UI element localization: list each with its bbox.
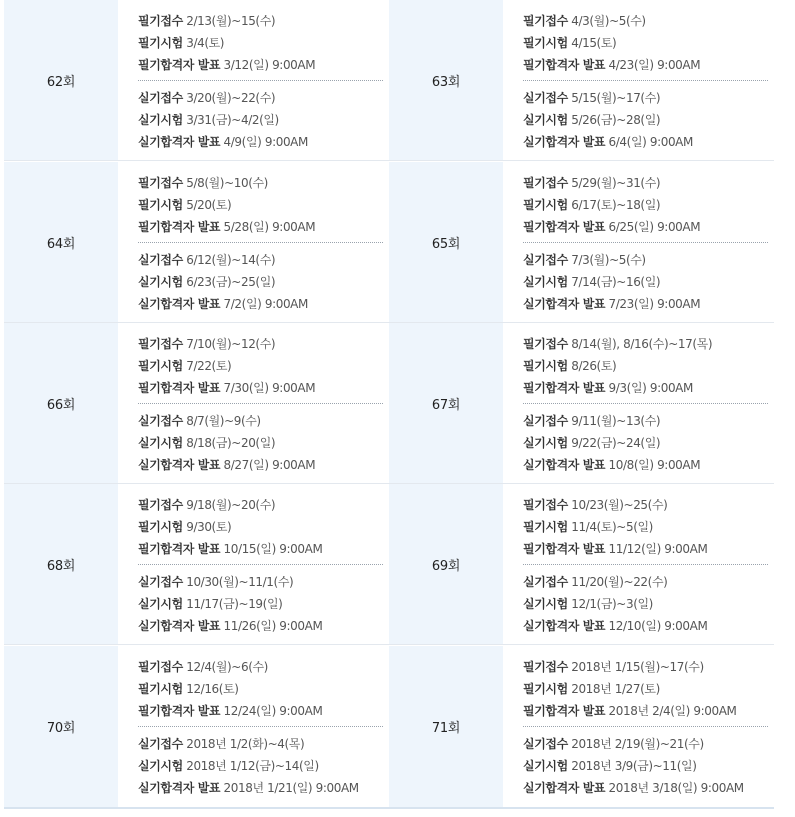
practical-schedule — [523, 410, 774, 476]
schedule-item-label: 필기시험 — [523, 359, 568, 373]
schedule-item-label: 실기시험 — [523, 436, 568, 450]
schedule-line — [523, 10, 774, 32]
schedule-line — [523, 454, 774, 476]
schedule-line — [523, 656, 774, 678]
dotted-divider — [138, 726, 383, 727]
schedule-line — [523, 733, 774, 755]
schedule-line — [138, 432, 389, 454]
schedule-row — [4, 646, 774, 807]
round-label: 67회 — [389, 323, 503, 483]
round-label: 65회 — [389, 162, 503, 322]
schedule-item-label: 필기시험 — [138, 198, 183, 212]
dotted-divider — [138, 242, 383, 243]
schedule-item-label: 실기합격자 발표 — [523, 619, 606, 633]
schedule-item-value: 12/10(일) 9:00AM — [608, 619, 708, 633]
practical-schedule — [523, 249, 774, 315]
schedule-line — [523, 593, 774, 615]
schedule-line — [523, 249, 774, 271]
schedule-item-value: 3/4(토) — [186, 36, 225, 50]
round-label: 68회 — [4, 484, 118, 644]
schedule-item-label: 필기합격자 발표 — [523, 381, 606, 395]
schedule-item-value: 12/4(월)~6(수) — [186, 660, 268, 674]
schedule-item-value: 10/23(월)~25(수) — [571, 498, 668, 512]
exam-schedule-table — [4, 0, 774, 809]
schedule-line — [138, 54, 389, 76]
schedule-line — [523, 777, 774, 799]
schedule-item-value: 10/8(일) 9:00AM — [608, 458, 701, 472]
schedule-item-value: 2018년 1/21(일) 9:00AM — [223, 781, 359, 795]
schedule-item-label: 필기접수 — [138, 14, 183, 28]
schedule-cell — [503, 162, 774, 322]
schedule-item-label: 필기접수 — [138, 498, 183, 512]
round-label: 66회 — [4, 323, 118, 483]
schedule-line — [138, 615, 389, 637]
schedule-item-label: 필기합격자 발표 — [523, 542, 606, 556]
schedule-item-value: 2018년 2/19(월)~21(수) — [571, 737, 704, 751]
schedule-line — [138, 494, 389, 516]
schedule-line — [138, 678, 389, 700]
written-schedule — [523, 494, 774, 560]
schedule-line — [138, 249, 389, 271]
schedule-cell — [118, 323, 389, 483]
schedule-item-label: 필기접수 — [523, 498, 568, 512]
schedule-item-value: 2018년 2/4(일) 9:00AM — [608, 704, 737, 718]
schedule-line — [138, 516, 389, 538]
schedule-item-label: 실기접수 — [138, 737, 183, 751]
schedule-line — [523, 172, 774, 194]
schedule-item-label: 필기합격자 발표 — [138, 542, 221, 556]
schedule-line — [523, 131, 774, 153]
schedule-line — [138, 333, 389, 355]
schedule-item-label: 실기합격자 발표 — [138, 297, 221, 311]
schedule-item-value: 11/4(토)~5(일) — [571, 520, 653, 534]
schedule-line — [523, 194, 774, 216]
schedule-line — [523, 271, 774, 293]
schedule-line — [138, 271, 389, 293]
schedule-item-label: 필기합격자 발표 — [138, 58, 221, 72]
schedule-item-value: 12/16(토) — [186, 682, 239, 696]
schedule-item-value: 5/26(금)~28(일) — [571, 113, 661, 127]
schedule-cell — [503, 484, 774, 644]
schedule-line — [523, 109, 774, 131]
schedule-item-value: 7/22(토) — [186, 359, 232, 373]
schedule-item-value: 12/1(금)~3(일) — [571, 597, 653, 611]
schedule-item-value: 11/17(금)~19(일) — [186, 597, 283, 611]
schedule-item-label: 필기시험 — [523, 36, 568, 50]
schedule-row — [4, 323, 774, 484]
schedule-line — [523, 538, 774, 560]
schedule-item-value: 2018년 1/15(월)~17(수) — [571, 660, 704, 674]
written-schedule — [138, 333, 389, 399]
dotted-divider — [523, 403, 768, 404]
schedule-line — [138, 733, 389, 755]
schedule-line — [523, 377, 774, 399]
schedule-item-value: 8/27(일) 9:00AM — [223, 458, 316, 472]
schedule-item-label: 필기시험 — [523, 520, 568, 534]
round-label: 70회 — [4, 646, 118, 807]
schedule-item-value: 6/17(토)~18(일) — [571, 198, 661, 212]
schedule-item-value: 2/13(월)~15(수) — [186, 14, 276, 28]
schedule-line — [523, 333, 774, 355]
dotted-divider — [138, 403, 383, 404]
schedule-item-value: 6/23(금)~25(일) — [186, 275, 276, 289]
schedule-item-value: 7/3(월)~5(수) — [571, 253, 646, 267]
schedule-cell — [118, 162, 389, 322]
schedule-item-value: 6/12(월)~14(수) — [186, 253, 276, 267]
practical-schedule — [138, 410, 389, 476]
schedule-item-value: 2018년 1/12(금)~14(일) — [186, 759, 319, 773]
schedule-item-label: 실기합격자 발표 — [523, 781, 606, 795]
schedule-item-value: 3/31(금)~4/2(일) — [186, 113, 279, 127]
schedule-item-label: 실기시험 — [523, 597, 568, 611]
schedule-line — [138, 538, 389, 560]
schedule-item-label: 실기접수 — [138, 253, 183, 267]
schedule-item-label: 실기합격자 발표 — [138, 135, 221, 149]
schedule-item-value: 12/24(일) 9:00AM — [223, 704, 323, 718]
schedule-item-value: 11/26(일) 9:00AM — [223, 619, 323, 633]
schedule-item-value: 10/30(월)~11/1(수) — [186, 575, 294, 589]
schedule-item-label: 필기접수 — [138, 337, 183, 351]
written-schedule — [523, 10, 774, 76]
schedule-line — [138, 755, 389, 777]
schedule-item-value: 9/22(금)~24(일) — [571, 436, 661, 450]
schedule-item-label: 필기합격자 발표 — [523, 58, 606, 72]
schedule-item-label: 필기접수 — [523, 337, 568, 351]
schedule-item-label: 실기접수 — [523, 414, 568, 428]
schedule-item-label: 필기접수 — [523, 14, 568, 28]
dotted-divider — [138, 80, 383, 81]
schedule-item-label: 실기접수 — [138, 91, 183, 105]
schedule-cell — [118, 646, 389, 807]
schedule-item-label: 필기접수 — [523, 660, 568, 674]
written-schedule — [138, 494, 389, 560]
schedule-line — [138, 216, 389, 238]
schedule-item-value: 4/23(일) 9:00AM — [608, 58, 701, 72]
schedule-item-label: 실기시험 — [138, 759, 183, 773]
schedule-line — [523, 293, 774, 315]
schedule-item-label: 필기시험 — [523, 198, 568, 212]
practical-schedule — [138, 249, 389, 315]
schedule-line — [138, 355, 389, 377]
schedule-item-value: 4/9(일) 9:00AM — [223, 135, 308, 149]
schedule-item-value: 5/20(토) — [186, 198, 232, 212]
schedule-cell — [503, 646, 774, 807]
practical-schedule — [523, 733, 774, 799]
schedule-row — [4, 0, 774, 161]
schedule-item-value: 2018년 1/2(화)~4(목) — [186, 737, 305, 751]
schedule-item-value: 2018년 3/18(일) 9:00AM — [608, 781, 744, 795]
schedule-item-value: 10/15(일) 9:00AM — [223, 542, 323, 556]
schedule-item-label: 실기시험 — [138, 436, 183, 450]
schedule-item-label: 실기시험 — [523, 275, 568, 289]
schedule-line — [523, 755, 774, 777]
schedule-line — [523, 432, 774, 454]
schedule-item-value: 5/29(월)~31(수) — [571, 176, 661, 190]
schedule-item-label: 실기접수 — [138, 414, 183, 428]
schedule-item-label: 필기합격자 발표 — [138, 381, 221, 395]
written-schedule — [138, 172, 389, 238]
schedule-item-value: 11/12(일) 9:00AM — [608, 542, 708, 556]
schedule-item-value: 3/20(월)~22(수) — [186, 91, 276, 105]
schedule-item-value: 9/30(토) — [186, 520, 232, 534]
schedule-item-value: 5/28(일) 9:00AM — [223, 220, 316, 234]
dotted-divider — [523, 242, 768, 243]
schedule-line — [523, 216, 774, 238]
dotted-divider — [523, 726, 768, 727]
schedule-item-label: 필기합격자 발표 — [523, 220, 606, 234]
schedule-item-value: 9/18(월)~20(수) — [186, 498, 276, 512]
schedule-line — [138, 194, 389, 216]
written-schedule — [523, 172, 774, 238]
schedule-item-value: 8/18(금)~20(일) — [186, 436, 276, 450]
schedule-item-label: 실기시험 — [138, 113, 183, 127]
schedule-item-value: 7/2(일) 9:00AM — [223, 297, 308, 311]
schedule-item-label: 필기합격자 발표 — [138, 704, 221, 718]
written-schedule — [523, 656, 774, 722]
schedule-item-value: 4/3(월)~5(수) — [571, 14, 646, 28]
schedule-item-value: 3/12(일) 9:00AM — [223, 58, 316, 72]
schedule-item-label: 실기합격자 발표 — [523, 297, 606, 311]
schedule-line — [523, 410, 774, 432]
schedule-item-label: 실기접수 — [523, 253, 568, 267]
schedule-item-label: 실기합격자 발표 — [138, 458, 221, 472]
schedule-line — [138, 700, 389, 722]
round-label: 69회 — [389, 484, 503, 644]
schedule-item-label: 필기접수 — [138, 176, 183, 190]
schedule-item-label: 필기시험 — [138, 359, 183, 373]
schedule-item-value: 7/23(일) 9:00AM — [608, 297, 701, 311]
schedule-item-label: 실기합격자 발표 — [523, 135, 606, 149]
schedule-cell — [503, 0, 774, 160]
schedule-item-value: 9/11(월)~13(수) — [571, 414, 661, 428]
schedule-line — [523, 615, 774, 637]
schedule-item-value: 2018년 3/9(금)~11(일) — [571, 759, 697, 773]
schedule-item-value: 8/7(월)~9(수) — [186, 414, 261, 428]
schedule-line — [523, 516, 774, 538]
schedule-item-value: 4/15(토) — [571, 36, 617, 50]
dotted-divider — [138, 564, 383, 565]
schedule-item-value: 2018년 1/27(토) — [571, 682, 660, 696]
schedule-line — [138, 293, 389, 315]
schedule-line — [523, 700, 774, 722]
schedule-item-value: 5/8(월)~10(수) — [186, 176, 268, 190]
schedule-line — [138, 109, 389, 131]
schedule-line — [523, 87, 774, 109]
round-label: 63회 — [389, 0, 503, 160]
schedule-line — [138, 10, 389, 32]
schedule-line — [523, 571, 774, 593]
schedule-line — [138, 131, 389, 153]
round-label: 71회 — [389, 646, 503, 807]
schedule-item-label: 실기시험 — [138, 275, 183, 289]
schedule-line — [138, 377, 389, 399]
written-schedule — [138, 656, 389, 722]
schedule-item-label: 실기합격자 발표 — [138, 781, 221, 795]
schedule-item-label: 필기접수 — [523, 176, 568, 190]
schedule-item-label: 필기접수 — [138, 660, 183, 674]
schedule-item-label: 필기시험 — [523, 682, 568, 696]
schedule-line — [138, 593, 389, 615]
practical-schedule — [138, 87, 389, 153]
schedule-item-value: 6/4(일) 9:00AM — [608, 135, 693, 149]
schedule-item-value: 9/3(일) 9:00AM — [608, 381, 693, 395]
schedule-line — [523, 32, 774, 54]
schedule-item-label: 실기시험 — [523, 759, 568, 773]
schedule-cell — [503, 323, 774, 483]
schedule-item-label: 필기시험 — [138, 682, 183, 696]
written-schedule — [523, 333, 774, 399]
schedule-item-label: 실기시험 — [138, 597, 183, 611]
schedule-line — [523, 54, 774, 76]
schedule-cell — [118, 484, 389, 644]
schedule-item-label: 필기시험 — [138, 520, 183, 534]
dotted-divider — [523, 564, 768, 565]
schedule-line — [523, 678, 774, 700]
schedule-line — [138, 454, 389, 476]
schedule-line — [138, 777, 389, 799]
practical-schedule — [138, 571, 389, 637]
schedule-row — [4, 484, 774, 645]
schedule-line — [138, 656, 389, 678]
schedule-item-value: 8/26(토) — [571, 359, 617, 373]
schedule-line — [138, 410, 389, 432]
schedule-line — [138, 571, 389, 593]
schedule-item-label: 실기접수 — [523, 91, 568, 105]
round-label: 64회 — [4, 162, 118, 322]
schedule-line — [523, 355, 774, 377]
schedule-cell — [118, 0, 389, 160]
schedule-item-value: 8/14(월), 8/16(수)~17(목) — [571, 337, 713, 351]
schedule-item-label: 실기접수 — [523, 575, 568, 589]
schedule-line — [138, 87, 389, 109]
round-label: 62회 — [4, 0, 118, 160]
practical-schedule — [138, 733, 389, 799]
schedule-item-label: 실기접수 — [523, 737, 568, 751]
written-schedule — [138, 10, 389, 76]
schedule-item-value: 7/14(금)~16(일) — [571, 275, 661, 289]
schedule-item-value: 11/20(월)~22(수) — [571, 575, 668, 589]
schedule-item-label: 실기합격자 발표 — [523, 458, 606, 472]
schedule-item-label: 실기합격자 발표 — [138, 619, 221, 633]
dotted-divider — [523, 80, 768, 81]
schedule-line — [138, 172, 389, 194]
schedule-item-value: 6/25(일) 9:00AM — [608, 220, 701, 234]
schedule-row — [4, 162, 774, 323]
practical-schedule — [523, 87, 774, 153]
schedule-item-value: 7/30(일) 9:00AM — [223, 381, 316, 395]
schedule-item-value: 7/10(월)~12(수) — [186, 337, 276, 351]
schedule-line — [138, 32, 389, 54]
schedule-item-label: 필기합격자 발표 — [523, 704, 606, 718]
schedule-item-label: 필기합격자 발표 — [138, 220, 221, 234]
schedule-line — [523, 494, 774, 516]
schedule-item-label: 필기시험 — [138, 36, 183, 50]
practical-schedule — [523, 571, 774, 637]
schedule-item-value: 5/15(월)~17(수) — [571, 91, 661, 105]
schedule-item-label: 실기접수 — [138, 575, 183, 589]
schedule-item-label: 실기시험 — [523, 113, 568, 127]
